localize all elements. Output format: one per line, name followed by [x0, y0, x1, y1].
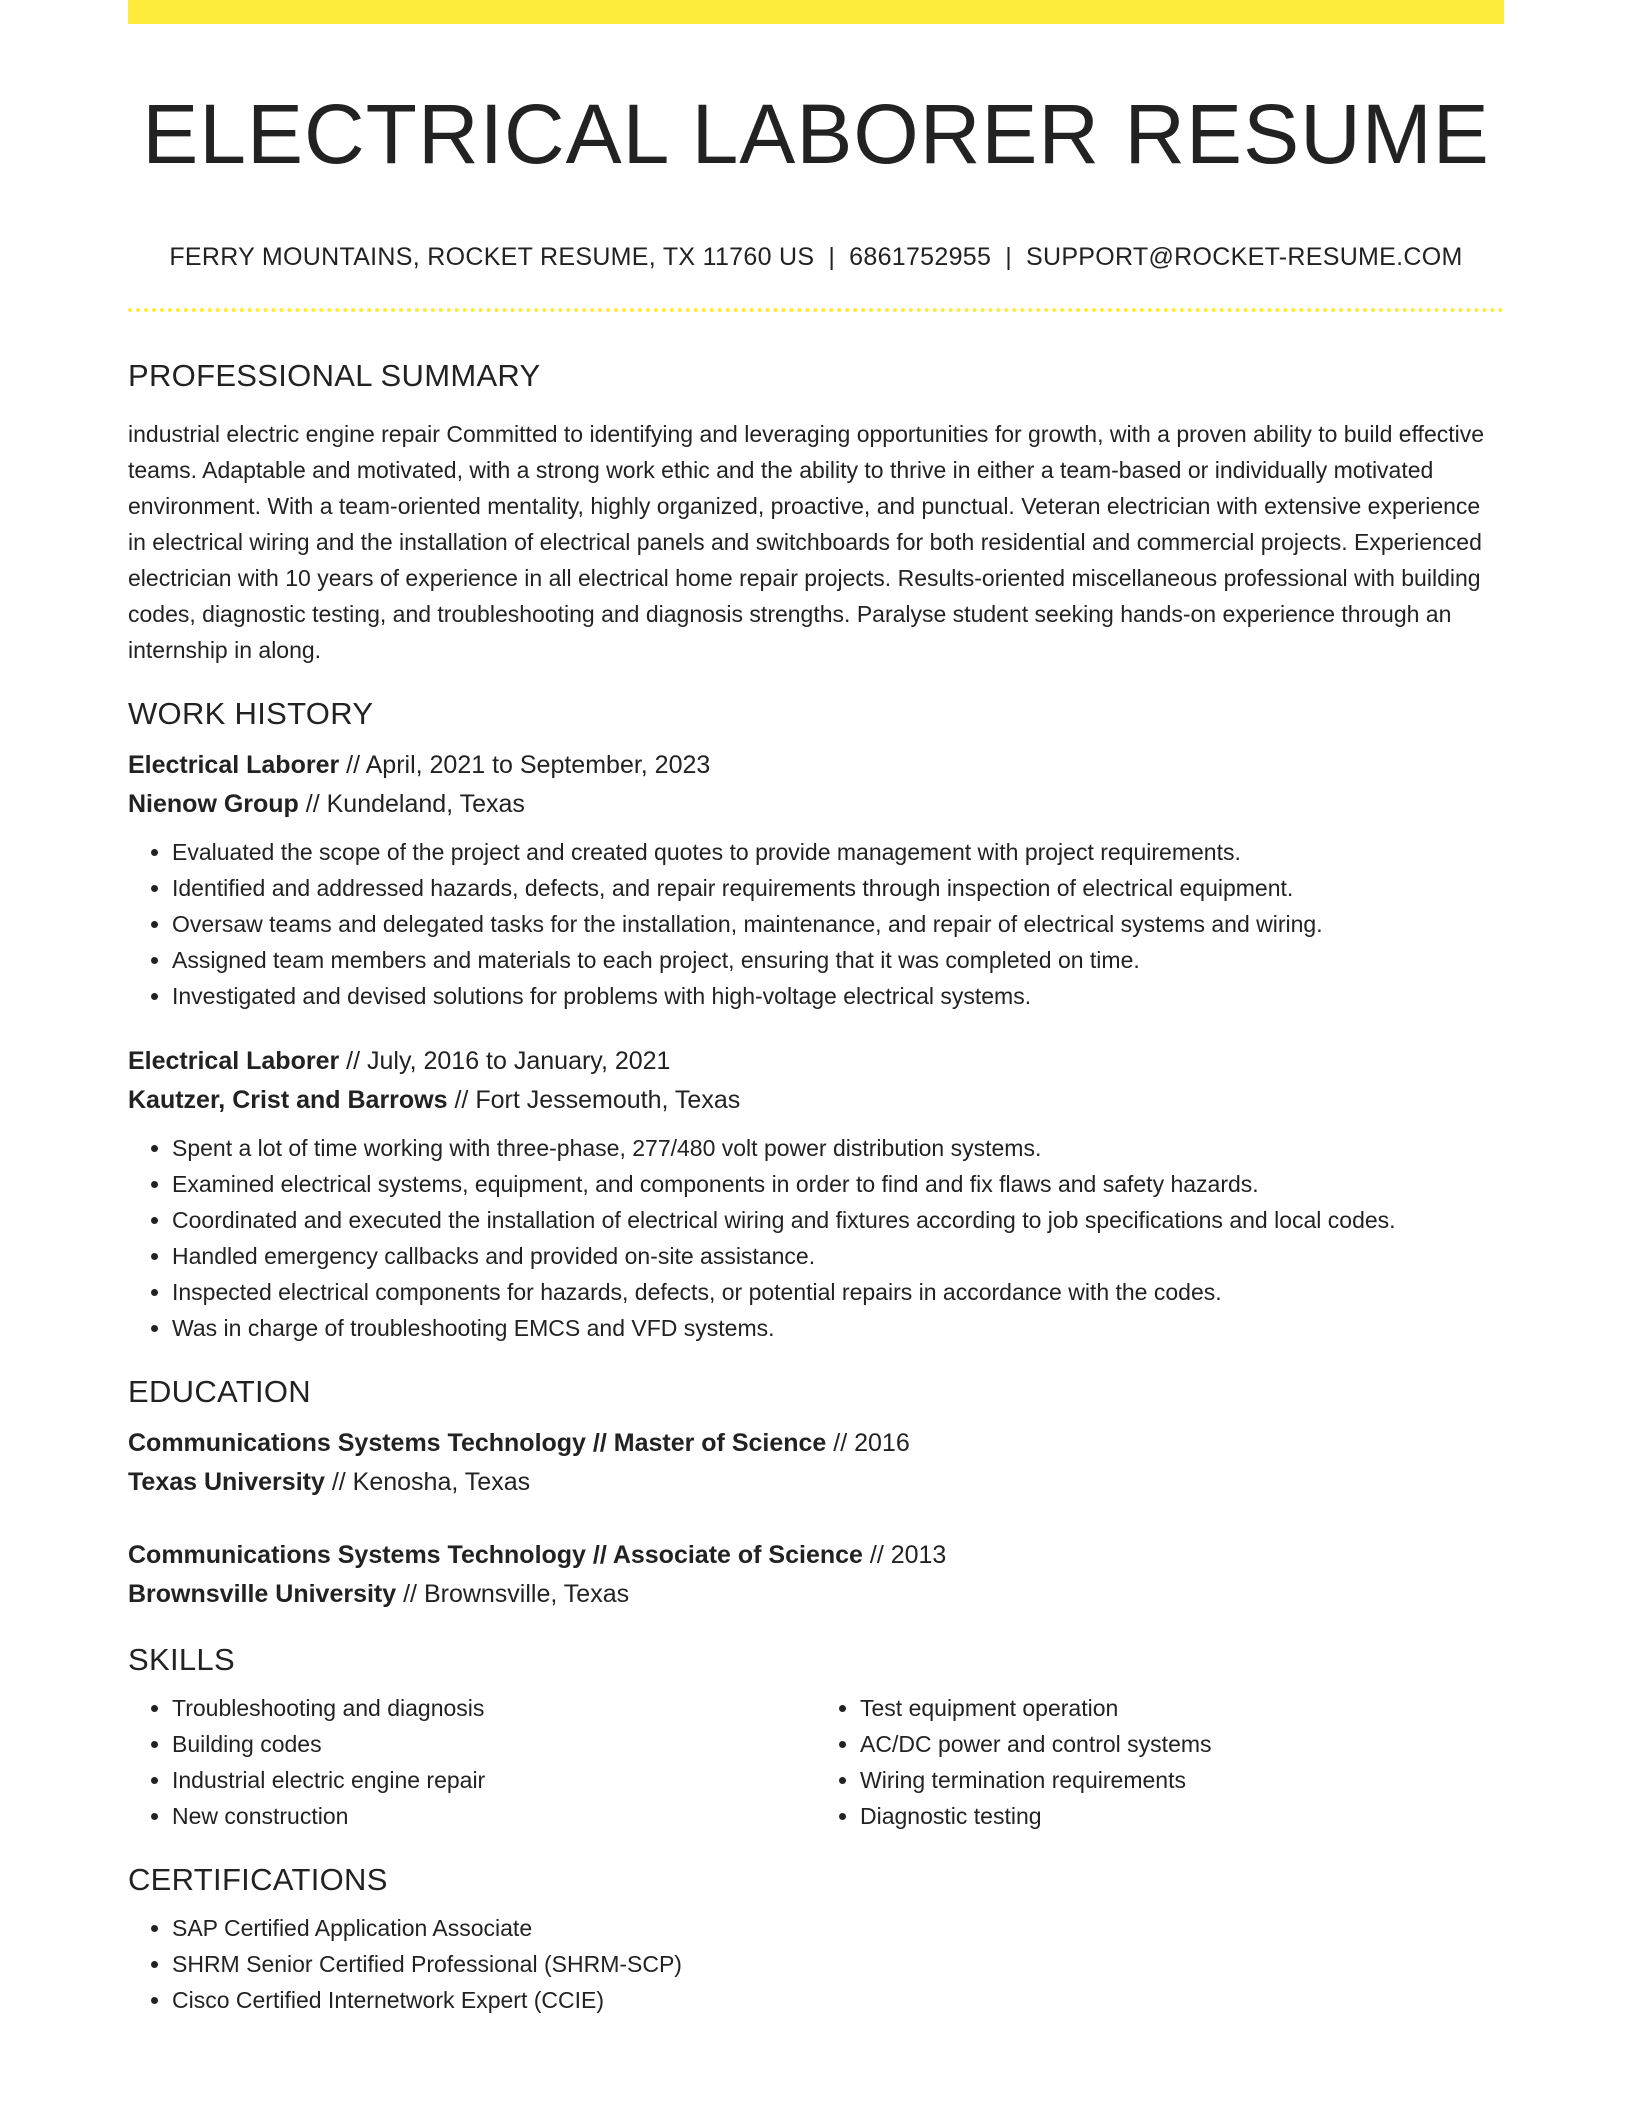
list-item: • Industrial electric engine repair [172, 1762, 816, 1798]
skills-heading: SKILLS [128, 1641, 235, 1677]
school: Texas University [128, 1467, 325, 1496]
job-bullets [128, 834, 1504, 1014]
list-item: • Handled emergency callbacks and provided on-site assistance. [172, 1238, 1504, 1274]
education-section [128, 1374, 1504, 1614]
list-item: • Diagnostic testing [860, 1798, 1504, 1834]
summary-text: industrial electric engine repair Committed to identifying and leveraging opportunities for growth, with a proven ability to build effective teams. Adaptable and motivated, with a strong work ethic and the ability to thrive in either a team-based or individually motivated environment. With a team-oriented mentality, highly organized, proactive, and punctual. Veteran electrician with extensive experience in electrical wiring and the installation of electrical panels and switchboards for both residential and commercial projects. Experienced electrician with 10 years of experience in all electrical home repair projects. Results-oriented miscellaneous professional with building codes, diagnostic testing, and troubleshooting and diagnosis strengths. Paralyse student seeking hands-on experience through an internship in along. [128, 420, 1485, 663]
list-item: • Cisco Certified Internetwork Expert (CCIE) [172, 1982, 1504, 2018]
list-item: • Evaluated the scope of the project and created quotes to provide management with project requirements. [172, 834, 1504, 870]
job-title-line [128, 746, 1504, 824]
certifications-section [128, 1862, 1504, 2018]
job-entry [128, 746, 1504, 1014]
list-item: • Test equipment operation [860, 1690, 1504, 1726]
job-company: Kautzer, Crist and Barrows [128, 1085, 448, 1114]
skills-list-left [128, 1690, 816, 1834]
list-item: • Assigned team members and materials to each project, ensuring that it was completed on time. [172, 942, 1504, 978]
list-item: • Examined electrical systems, equipment, and components in order to find and fix flaws and safety hazards. [172, 1166, 1504, 1202]
summary-section [128, 358, 1504, 668]
degree-year: // 2013 [862, 1540, 947, 1569]
contact-separator: | [1005, 242, 1012, 271]
school: Brownsville University [128, 1579, 397, 1608]
job-entry [128, 1042, 1504, 1346]
skills-section [128, 1642, 1504, 1834]
work-history-heading: WORK HISTORY [128, 695, 374, 731]
contact-email: SUPPORT@ROCKET-RESUME.COM [1026, 242, 1463, 271]
dotted-divider [128, 308, 1504, 312]
job-location: // Kundeland, Texas [298, 789, 525, 818]
list-item: • Coordinated and executed the installation of electrical wiring and fixtures according to job specifications and local codes. [172, 1202, 1504, 1238]
list-item: • Inspected electrical components for hazards, defects, or potential repairs in accordance with the codes. [172, 1274, 1504, 1310]
skills-columns [128, 1690, 1504, 1834]
education-heading: EDUCATION [128, 1373, 311, 1409]
list-item: • Building codes [172, 1726, 816, 1762]
job-company: Nienow Group [128, 789, 299, 818]
list-item: • Troubleshooting and diagnosis [172, 1690, 816, 1726]
resume-page [128, 0, 1504, 2018]
accent-bar [128, 0, 1504, 24]
certifications-heading: CERTIFICATIONS [128, 1861, 388, 1897]
education-entry [128, 1424, 1504, 1502]
job-dates: // April, 2021 to September, 2023 [339, 750, 711, 779]
contact-line [128, 243, 1504, 272]
contact-address: FERRY MOUNTAINS, ROCKET RESUME, TX 11760 US [169, 242, 815, 271]
job-dates: // July, 2016 to January, 2021 [339, 1046, 671, 1075]
summary-heading: PROFESSIONAL SUMMARY [128, 357, 541, 393]
job-location: // Fort Jessemouth, Texas [447, 1085, 741, 1114]
list-item: • Investigated and devised solutions for problems with high-voltage electrical systems. [172, 978, 1504, 1014]
list-item: • Identified and addressed hazards, defects, and repair requirements through inspection of electrical equipment. [172, 870, 1504, 906]
job-title: Electrical Laborer [128, 1046, 340, 1075]
degree: Communications Systems Technology // Master of Science [128, 1428, 827, 1457]
list-item: • Wiring termination requirements [860, 1762, 1504, 1798]
contact-separator: | [828, 242, 836, 271]
degree-year: // 2016 [826, 1428, 910, 1457]
skills-list-right [816, 1690, 1504, 1834]
list-item: • Was in charge of troubleshooting EMCS and VFD systems. [172, 1310, 1504, 1346]
job-title-line [128, 1042, 1504, 1120]
degree: Communications Systems Technology // Associate of Science [128, 1540, 863, 1569]
list-item: • New construction [172, 1798, 816, 1834]
list-item: • AC/DC power and control systems [860, 1726, 1504, 1762]
school-location: // Brownsville, Texas [396, 1579, 630, 1608]
work-history-section [128, 696, 1504, 1346]
contact-phone: 6861752955 [849, 242, 992, 271]
list-item: • Spent a lot of time working with three-phase, 277/480 volt power distribution systems. [172, 1130, 1504, 1166]
education-entry [128, 1536, 1504, 1614]
list-item: • SHRM Senior Certified Professional (SHRM-SCP) [172, 1946, 1504, 1982]
job-bullets [128, 1130, 1504, 1346]
job-title: Electrical Laborer [128, 750, 340, 779]
school-location: // Kenosha, Texas [324, 1467, 531, 1496]
list-item: • SAP Certified Application Associate [172, 1910, 1504, 1946]
certifications-list [128, 1910, 1504, 2018]
list-item: • Oversaw teams and delegated tasks for the installation, maintenance, and repair of electrical systems and wiring. [172, 906, 1504, 942]
page-title: ELECTRICAL LABORER RESUME [142, 87, 1490, 181]
